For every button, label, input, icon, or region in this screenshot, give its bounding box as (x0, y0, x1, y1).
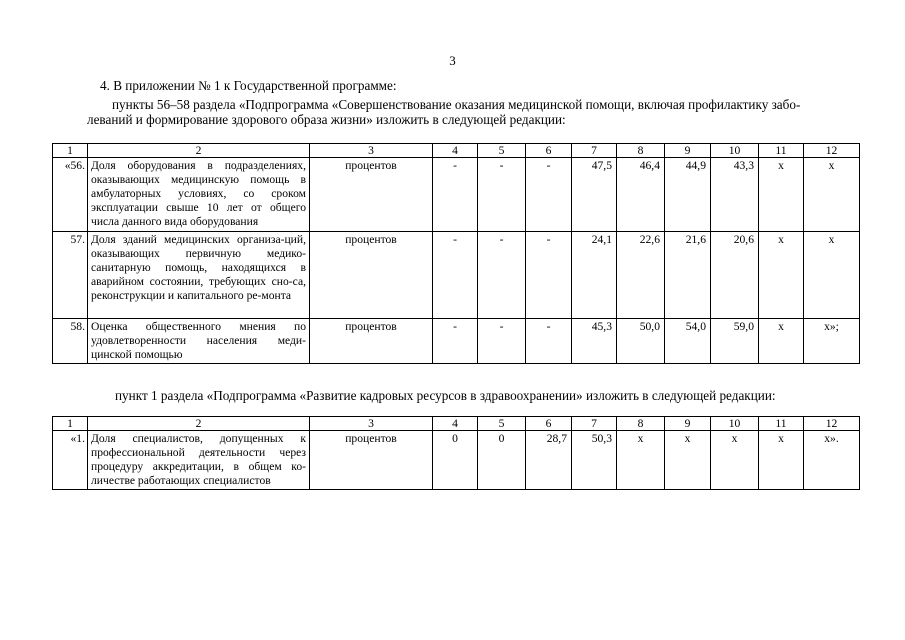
indicators-table-2 (52, 416, 860, 490)
indicator-name: Доля специалистов, допущенных к профессиональной деятельности через процедуру аккредитации, в общем ко-личестве работающих специалистов (88, 431, 310, 490)
value-cell: х (804, 158, 860, 232)
value-cell: х (804, 232, 860, 319)
value-cell: х (759, 158, 804, 232)
value-cell: 21,6 (665, 232, 711, 319)
unit-cell: процентов (310, 158, 433, 232)
value-cell: 46,4 (617, 158, 665, 232)
value-cell: - (526, 319, 572, 364)
value-cell: 59,0 (711, 319, 759, 364)
value-cell: 50,3 (572, 431, 617, 490)
header-cell: 2 (88, 417, 310, 431)
value-cell: 45,3 (572, 319, 617, 364)
header-cell: 11 (759, 144, 804, 158)
value-cell: 44,9 (665, 158, 711, 232)
header-cell: 3 (310, 417, 433, 431)
header-cell: 6 (526, 144, 572, 158)
row-number: «56. (53, 158, 88, 232)
value-cell: 54,0 (665, 319, 711, 364)
header-cell: 1 (53, 144, 88, 158)
row-number: 57. (53, 232, 88, 319)
table-row (53, 431, 860, 490)
value-cell: х (711, 431, 759, 490)
header-cell: 9 (665, 417, 711, 431)
row-number: «1. (53, 431, 88, 490)
value-cell: 0 (433, 431, 478, 490)
indicators-table-1 (52, 143, 860, 364)
value-cell: х (759, 319, 804, 364)
value-cell: 0 (478, 431, 526, 490)
unit-cell: процентов (310, 319, 433, 364)
header-cell: 5 (478, 144, 526, 158)
header-cell: 7 (572, 417, 617, 431)
header-cell: 8 (617, 144, 665, 158)
indicator-name: Доля зданий медицинских организа-ций, оказывающих первичную медико-санитарную помощь, находящихся в аварийном состоянии, требующих сно-са, реконструкции и капитального ре-монта (88, 232, 310, 319)
page-number: 3 (449, 53, 456, 68)
header-cell: 3 (310, 144, 433, 158)
header-cell: 7 (572, 144, 617, 158)
table-header-row (53, 144, 860, 158)
header-cell: 6 (526, 417, 572, 431)
header-cell: 10 (711, 144, 759, 158)
row-number: 58. (53, 319, 88, 364)
value-cell: х (665, 431, 711, 490)
value-cell: х (617, 431, 665, 490)
value-cell: 24,1 (572, 232, 617, 319)
header-cell: 10 (711, 417, 759, 431)
indicator-name: Доля оборудования в подразделениях, оказывающих медицинскую помощь в амбулаторных условиях, со сроком эксплуатации свыше 10 лет от общего числа данного вида оборудования (88, 158, 310, 232)
paragraph-line-3: пункт 1 раздела «Подпрограмма «Развитие кадровых ресурсов в здравоохранении» изложить в следующей редакции: (115, 388, 776, 403)
header-cell: 11 (759, 417, 804, 431)
value-cell: х (759, 431, 804, 490)
header-cell: 1 (53, 417, 88, 431)
unit-cell: процентов (310, 431, 433, 490)
value-cell: - (433, 232, 478, 319)
header-cell: 2 (88, 144, 310, 158)
value-cell: - (478, 232, 526, 319)
value-cell: 20,6 (711, 232, 759, 319)
value-cell: - (478, 319, 526, 364)
value-cell: х (759, 232, 804, 319)
value-cell: - (526, 158, 572, 232)
value-cell: 28,7 (526, 431, 572, 490)
header-cell: 9 (665, 144, 711, 158)
table-row (53, 232, 860, 319)
indicator-name: Оценка общественного мнения по удовлетворенности населения меди-цинской помощью (88, 319, 310, 364)
table-row (53, 319, 860, 364)
value-cell: 43,3 (711, 158, 759, 232)
value-cell: 47,5 (572, 158, 617, 232)
value-cell: х». (804, 431, 860, 490)
value-cell: 50,0 (617, 319, 665, 364)
value-cell: - (433, 319, 478, 364)
value-cell: - (433, 158, 478, 232)
header-cell: 4 (433, 417, 478, 431)
table-header-row (53, 417, 860, 431)
header-cell: 8 (617, 417, 665, 431)
value-cell: - (478, 158, 526, 232)
value-cell: - (526, 232, 572, 319)
header-cell: 4 (433, 144, 478, 158)
header-cell: 12 (804, 144, 860, 158)
header-cell: 5 (478, 417, 526, 431)
unit-cell: процентов (310, 232, 433, 319)
section-heading: 4. В приложении № 1 к Государственной программе: (100, 78, 397, 93)
paragraph-line-1: пункты 56–58 раздела «Подпрограмма «Совершенствование оказания медицинской помощи, включая профилактику забо- (112, 97, 801, 112)
paragraph-line-2: леваний и формирование здорового образа жизни» изложить в следующей редакции: (87, 112, 566, 127)
table-row (53, 158, 860, 232)
value-cell: х»; (804, 319, 860, 364)
value-cell: 22,6 (617, 232, 665, 319)
header-cell: 12 (804, 417, 860, 431)
